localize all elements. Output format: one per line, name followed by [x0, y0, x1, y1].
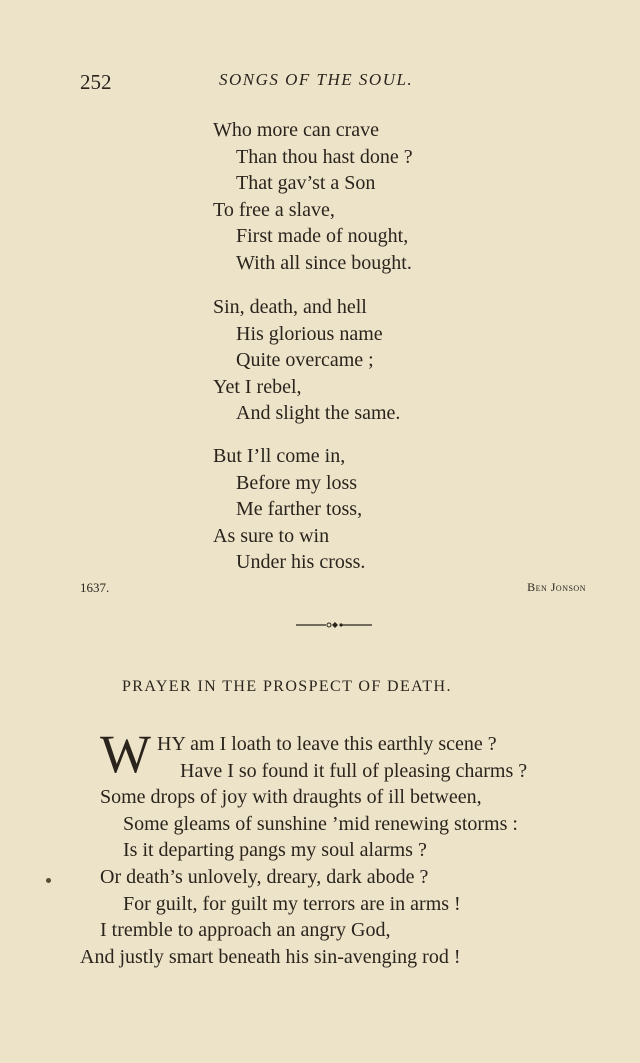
- running-head: SONGS OF THE SOUL.: [219, 70, 414, 89]
- stanza-1: [213, 117, 413, 276]
- verse-line: With all since bought.: [236, 251, 412, 274]
- verse-line: Me farther toss,: [236, 498, 363, 520]
- verse-line: Sin, death, and hell: [213, 296, 367, 318]
- verse-line: And slight the same.: [236, 402, 401, 424]
- stanza-3: [213, 443, 365, 576]
- poem-body: [0, 731, 528, 970]
- drop-cap: W: [100, 724, 151, 784]
- verse-line: His glorious name: [236, 322, 383, 345]
- verse-line: For guilt, for guilt my terrors are in arms !: [123, 892, 461, 915]
- verse-line: Some drops of joy with draughts of ill between,: [100, 786, 482, 809]
- verse-line: And justly smart beneath his sin-avenging rod !: [80, 945, 461, 968]
- verse-line: But I’ll come in,: [213, 445, 346, 467]
- verse-line: I tremble to approach an angry God,: [100, 919, 391, 942]
- verse-line: Under his cross.: [236, 551, 366, 573]
- paper-speck: [46, 878, 51, 883]
- verse-line: To free a slave,: [213, 198, 335, 221]
- verse-line: Quite overcame ;: [236, 349, 374, 371]
- ornament-divider: [296, 616, 372, 634]
- verse-line: Than thou hast done ?: [236, 145, 413, 168]
- verse-line: Yet I rebel,: [213, 375, 302, 398]
- verse-line: Is it departing pangs my soul alarms ?: [123, 839, 427, 862]
- verse-line: As sure to win: [213, 524, 330, 547]
- verse-line: HY am I loath to leave this earthly scene ?: [157, 733, 497, 755]
- verse-line: That gav’st a Son: [236, 172, 376, 194]
- verse-line: First made of nought,: [236, 225, 409, 247]
- stanza-2: [213, 294, 400, 427]
- verse-line: Have I so found it full of pleasing charms ?: [180, 759, 528, 782]
- verse-line: Or death’s unlovely, dreary, dark abode ?: [100, 865, 429, 888]
- verse-line: Who more can crave: [213, 119, 380, 141]
- verse-line: Some gleams of sunshine ’mid renewing storms :: [123, 812, 518, 835]
- poem-date: 1637.: [80, 580, 110, 595]
- page-number: 252: [80, 70, 112, 94]
- poem-title: PRAYER IN THE PROSPECT OF DEATH.: [122, 678, 452, 695]
- verse-line: Before my loss: [236, 471, 358, 494]
- poem-author: Ben Jonson: [527, 580, 586, 594]
